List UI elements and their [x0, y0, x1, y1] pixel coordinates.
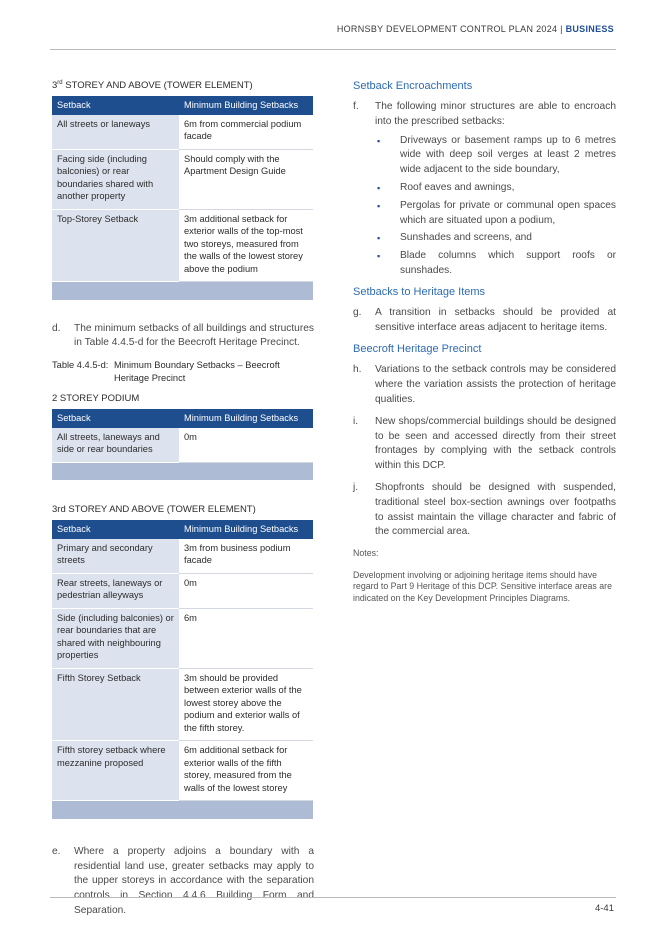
left-column — [52, 80, 314, 919]
value-cell: 6m from commercial podium facade — [179, 115, 313, 150]
value-cell: 0m — [179, 573, 313, 608]
setback-cell: Fifth storey setback where mezzanine proposed — [52, 741, 179, 801]
header-separator: | — [560, 24, 563, 34]
paragraph-text: The following minor structures are able to encroach into the prescribed setbacks: — [375, 101, 616, 127]
header-rule — [50, 49, 616, 50]
list-item — [377, 231, 616, 246]
paragraph-label: e. — [52, 845, 61, 857]
paragraph-text: Variations to the setback controls may be considered where the variation assists the protection of heritage qualities. — [375, 364, 616, 405]
setback-cell: Side (including balconies) or rear boundaries that are shared with neighbouring properties — [52, 608, 179, 668]
header-setback: Setback — [52, 520, 179, 539]
table-footer-row — [52, 282, 313, 300]
list-item-text: Roof eaves and awnings, — [400, 181, 515, 193]
value-cell: Should comply with the Apartment Design Guide — [179, 149, 313, 209]
paragraph-i — [353, 415, 616, 474]
subheading-setback-encroachments: Setback Encroachments — [353, 80, 473, 92]
paragraph-text: New shops/commercial buildings should be designed to be seen and accessed directly from their street frontages by complying with the setback controls within this DCP. — [375, 415, 616, 472]
table-row — [52, 149, 313, 209]
table-row — [52, 668, 313, 741]
bullet-icon: ▪ — [377, 233, 381, 244]
caption-text: Minimum Boundary Setbacks – Beecroft Heritage Precinct — [114, 360, 280, 383]
value-cell: 0m — [179, 428, 313, 463]
value-cell: 3m additional setback for exterior walls of the top-most two storeys, measured from the walls of the lowest storey above the podium — [179, 209, 313, 282]
notes-text: Development involving or adjoining heritage items should have regard to Part 9 Heritage of this DCP. Sensitive interface areas are indicated on the Key Development Principles Diagrams. — [353, 569, 612, 603]
header-setback: Setback — [52, 409, 179, 428]
paragraph-f — [353, 100, 616, 130]
paragraph-text: Shopfronts should be designed with suspended, traditional steel box-section awnings over footpaths to assist maintain the village character and fabric of the commercial area. — [375, 481, 616, 538]
paragraph-label: d. — [52, 322, 61, 334]
list-item-text: Sunshades and screens, and — [400, 232, 532, 244]
table1-title: 3rd STOREY AND ABOVE (TOWER ELEMENT) — [52, 80, 253, 92]
setback-cell: Facing side (including balconies) or rear boundaries shared with another property — [52, 149, 179, 209]
value-cell: 3m should be provided between exterior walls of the lowest storey above the podium and exterior walls of the fifth storey. — [179, 668, 313, 741]
table-row — [52, 741, 313, 801]
encroachment-list — [377, 134, 616, 279]
header-minimum-setbacks: Minimum Building Setbacks — [179, 96, 313, 115]
list-item-text: Blade columns which support roofs or sunshades. — [400, 250, 616, 276]
table-footer-row — [52, 801, 313, 819]
bullet-icon: ▪ — [377, 251, 381, 262]
right-column — [353, 80, 616, 604]
tower-setbacks-table — [52, 96, 313, 300]
value-cell: 6m additional setback for exterior walls of the fifth storey, measured from the walls of the lowest storey — [179, 741, 313, 801]
paragraph-text: Where a property adjoins a boundary with a residential land use, greater setbacks may apply to the upper storeys in accordance with the separation controls in Section 4.4.6 Building Form and Separation. — [74, 845, 314, 916]
setback-cell: Fifth Storey Setback — [52, 668, 179, 741]
bullet-icon: ▪ — [377, 200, 381, 211]
paragraph-label: g. — [353, 306, 362, 318]
header-minimum-setbacks: Minimum Building Setbacks — [179, 409, 313, 428]
table-row — [52, 608, 313, 668]
list-item — [377, 249, 616, 279]
table-header-row — [52, 409, 313, 428]
paragraph-e — [52, 845, 314, 919]
caption-label: Table 4.4.5-d: — [52, 360, 109, 371]
paragraph-label: h. — [353, 364, 362, 376]
notes-label: Notes: — [353, 548, 379, 559]
paragraph-text: A transition in setbacks should be provided at sensitive interface areas adjacent to heritage items. — [375, 306, 616, 333]
table-header-row — [52, 96, 313, 115]
beecroft-tower-setbacks-table — [52, 520, 313, 819]
header-minimum-setbacks: Minimum Building Setbacks — [179, 520, 313, 539]
paragraph-text: The minimum setbacks of all buildings and structures in Table 4.4.5-d for the Beecroft Heritage Precinct. — [74, 322, 314, 349]
list-item — [377, 199, 616, 229]
list-item-text: Driveways or basement ramps up to 6 metres wide with deep soil verges at least 2 metres wide adjacent to the side boundary, — [400, 134, 616, 176]
table-caption — [52, 359, 314, 384]
setback-cell: Primary and secondary streets — [52, 539, 179, 574]
document-title: HORNSBY DEVELOPMENT CONTROL PLAN 2024 — [336, 24, 558, 34]
setback-cell: All streets or laneways — [52, 115, 179, 150]
page-header — [337, 24, 614, 34]
page-number: 4-41 — [594, 903, 614, 914]
table-row — [52, 573, 313, 608]
table2-title: 2 STOREY PODIUM — [52, 393, 140, 405]
setback-cell: Rear streets, laneways or pedestrian alleyways — [52, 573, 179, 608]
footer-rule — [50, 897, 616, 898]
table-row — [52, 539, 313, 574]
list-item-text: Pergolas for private or communal open spaces which are situated upon a podium, — [400, 199, 616, 226]
subheading-beecroft-heritage-precinct: Beecroft Heritage Precinct — [353, 343, 482, 356]
paragraph-d — [52, 322, 314, 352]
paragraph-g — [353, 306, 616, 336]
setback-cell: All streets, laneways and side or rear boundaries — [52, 428, 179, 463]
table-row — [52, 428, 313, 463]
section-name: BUSINESS — [565, 24, 614, 34]
value-cell: 6m — [179, 608, 313, 668]
table3-title: 3rd STOREY AND ABOVE (TOWER ELEMENT) — [52, 504, 256, 516]
subheading-setbacks-heritage-items: Setbacks to Heritage Items — [353, 285, 486, 298]
value-cell: 3m from business podium facade — [179, 539, 313, 574]
table-footer-row — [52, 462, 313, 480]
table-row — [52, 115, 313, 150]
paragraph-label: j. — [353, 481, 359, 493]
header-setback: Setback — [52, 96, 179, 115]
paragraph-label: f. — [353, 101, 359, 112]
setback-cell: Top-Storey Setback — [52, 209, 179, 282]
table-header-row — [52, 520, 313, 539]
paragraph-label: i. — [353, 415, 359, 427]
list-item — [377, 134, 616, 178]
list-item — [377, 181, 616, 196]
paragraph-j — [353, 481, 616, 540]
paragraph-h — [353, 363, 616, 407]
table-row — [52, 209, 313, 282]
podium-setbacks-table — [52, 409, 313, 480]
bullet-icon: ▪ — [377, 135, 381, 146]
bullet-icon: ▪ — [377, 182, 381, 193]
